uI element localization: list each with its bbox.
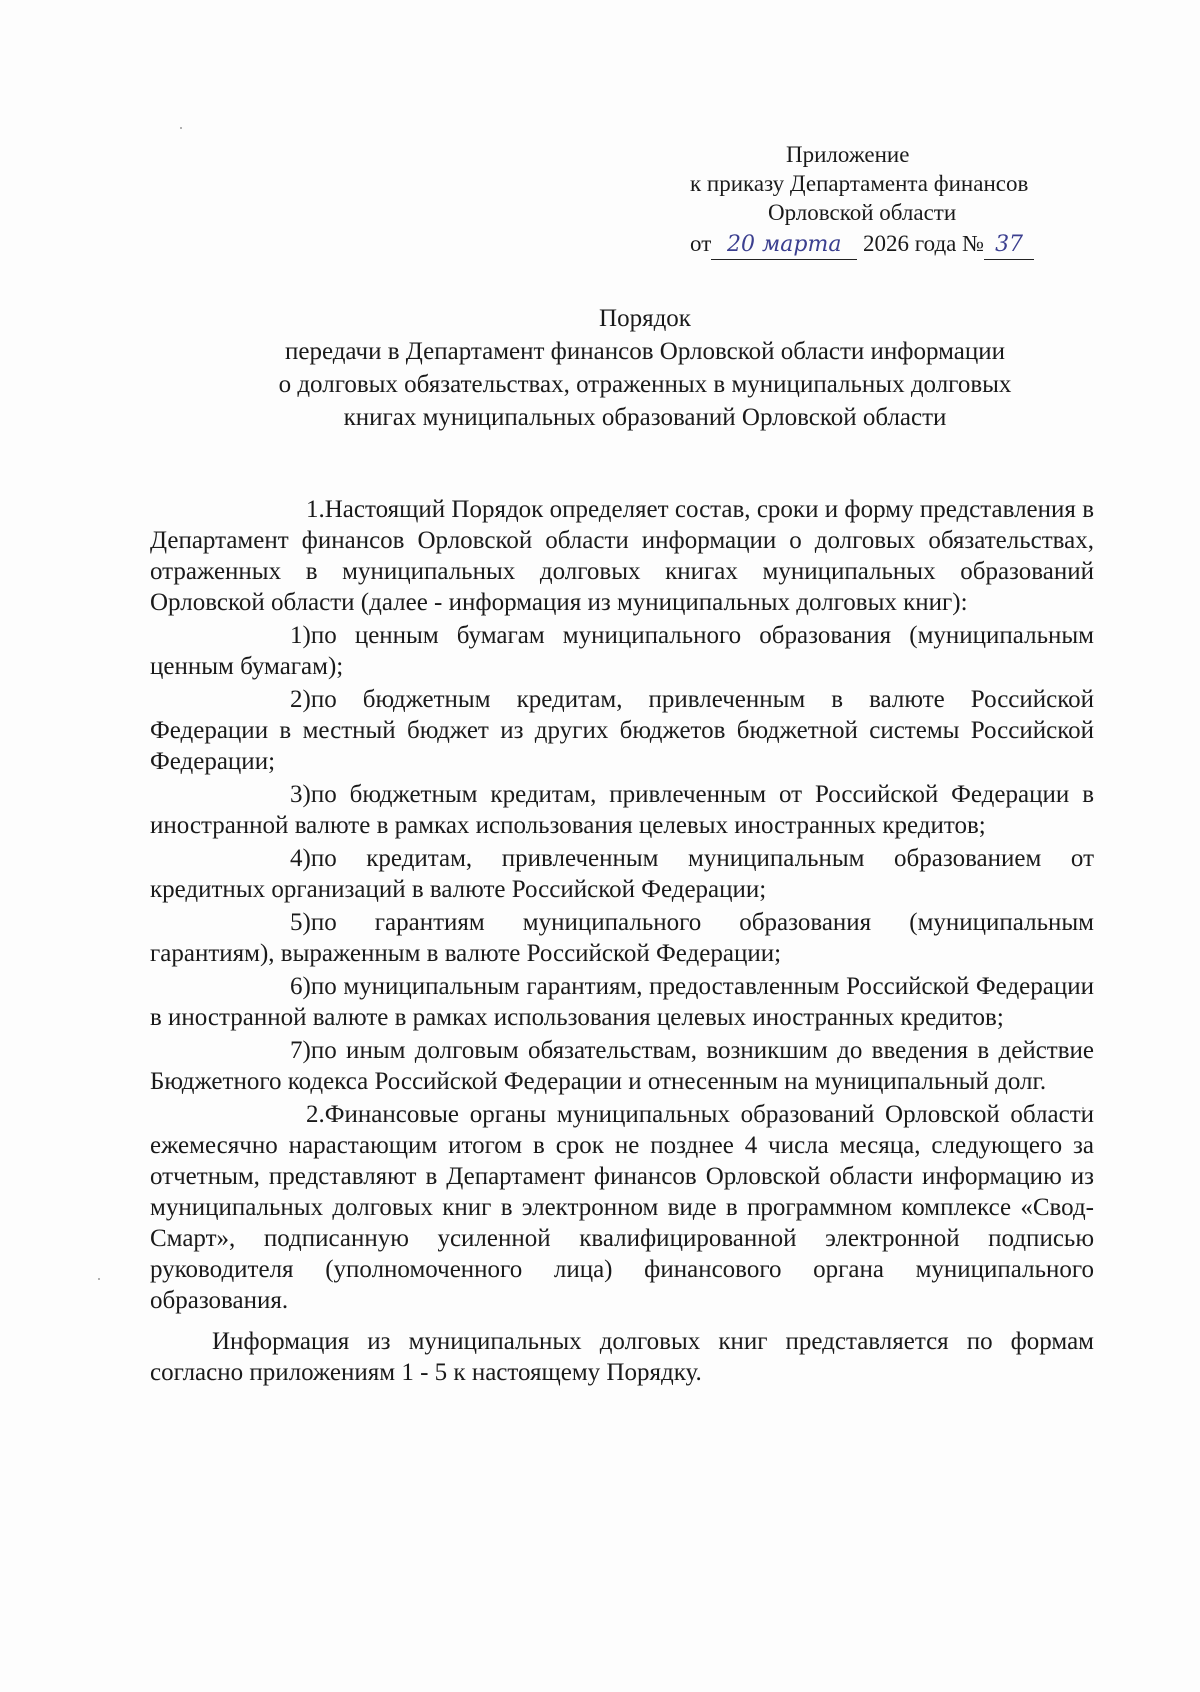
list-item-text: по бюджетным кредитам, привлеченным от Российской Федерации в иностранной валюте в рамках использования целевых иностранных кредитов; [150, 781, 1094, 839]
header-line-order: к приказу Департамента финансов [690, 171, 1029, 196]
list-item-number: 5) [290, 909, 311, 936]
paragraph-text: Финансовые органы муниципальных образований Орловской области ежемесячно нарастающим итогом в срок не позднее 4 числа месяца, следующего за отчетным, представляют в Департамент финансов Орловской области информацию из муниципальных долговых книг в электронном виде в программном комплексе «Свод-Смарт», подписанную усиленной квалифицированной электронной подписью руководителя (уполномоченного лица) финансового органа муниципального образования. [150, 1101, 1094, 1314]
list-item [150, 907, 1094, 969]
paragraph-text: Настоящий Порядок определяет состав, сроки и форму представления в Департамент финансов Орловской области информации о долговых обязательствах, отраженных в муниципальных долговых книгах муниципальных образований Орловской области (далее - информация из муниципальных долговых книг): [150, 496, 1094, 616]
handwritten-date: 20 марта [711, 230, 857, 260]
paragraph-2 [150, 1099, 1094, 1316]
document-body [150, 494, 1094, 1390]
list-item-text: по кредитам, привлеченным муниципальным образованием от кредитных организаций в валюте Российской Федерации; [150, 845, 1094, 903]
list-item-text: по иным долговым обязательствам, возникшим до введения в действие Бюджетного кодекса Российской Федерации и отнесенным на муниципальный долг. [150, 1037, 1094, 1095]
list-item-text: по ценным бумагам муниципального образования (муниципальным ценным бумагам); [150, 622, 1094, 680]
list-item-number: 2) [290, 686, 311, 713]
scan-speck [180, 127, 182, 129]
paragraph-3 [150, 1326, 1094, 1388]
list-item [150, 684, 1094, 777]
date-prefix: от [690, 231, 712, 256]
title-line-2: о долговых обязательствах, отраженных в муниципальных долговых [278, 371, 1012, 398]
list-item-number: 6) [290, 973, 311, 1000]
list-item-text: по гарантиям муниципального образования (муниципальным гарантиям), выраженным в валюте Российской Федерации; [150, 909, 1094, 967]
handwritten-number: 37 [984, 230, 1034, 260]
list-item-text: по бюджетным кредитам, привлеченным в валюте Российской Федерации в местный бюджет из других бюджетов бюджетной системы Российской Федерации; [150, 686, 1094, 775]
paragraph-1 [150, 494, 1094, 618]
header-line-region: Орловской области [768, 200, 957, 225]
header-line-appendix: Приложение [786, 142, 910, 167]
paragraph-number: 2. [306, 1101, 325, 1128]
scan-speck [98, 1278, 100, 1280]
header-line-date [690, 229, 1090, 260]
list-item [150, 1035, 1094, 1097]
paragraph-text: Информация из муниципальных долговых книг представляется по формам согласно приложениям 1 - 5 к настоящему Порядку. [150, 1328, 1094, 1386]
list-item [150, 620, 1094, 682]
list-item-number: 7) [290, 1037, 311, 1064]
list-item-text: по муниципальным гарантиям, предоставленным Российской Федерации в иностранной валюте в рамках использования целевых иностранных кредитов; [150, 973, 1094, 1031]
list-item [150, 779, 1094, 841]
paragraph-number: 1. [306, 496, 325, 523]
list-item [150, 971, 1094, 1033]
date-year: 2026 года № [863, 231, 985, 256]
list-item-number: 4) [290, 845, 311, 872]
appendix-header [690, 140, 1090, 260]
document-title [185, 302, 1105, 434]
title-heading: Порядок [599, 305, 691, 332]
list-item-number: 3) [290, 781, 311, 808]
list-item [150, 843, 1094, 905]
title-line-3: книгах муниципальных образований Орловской области [343, 404, 947, 431]
title-line-1: передачи в Департамент финансов Орловской области информации [284, 338, 1006, 365]
list-item-number: 1) [290, 622, 311, 649]
